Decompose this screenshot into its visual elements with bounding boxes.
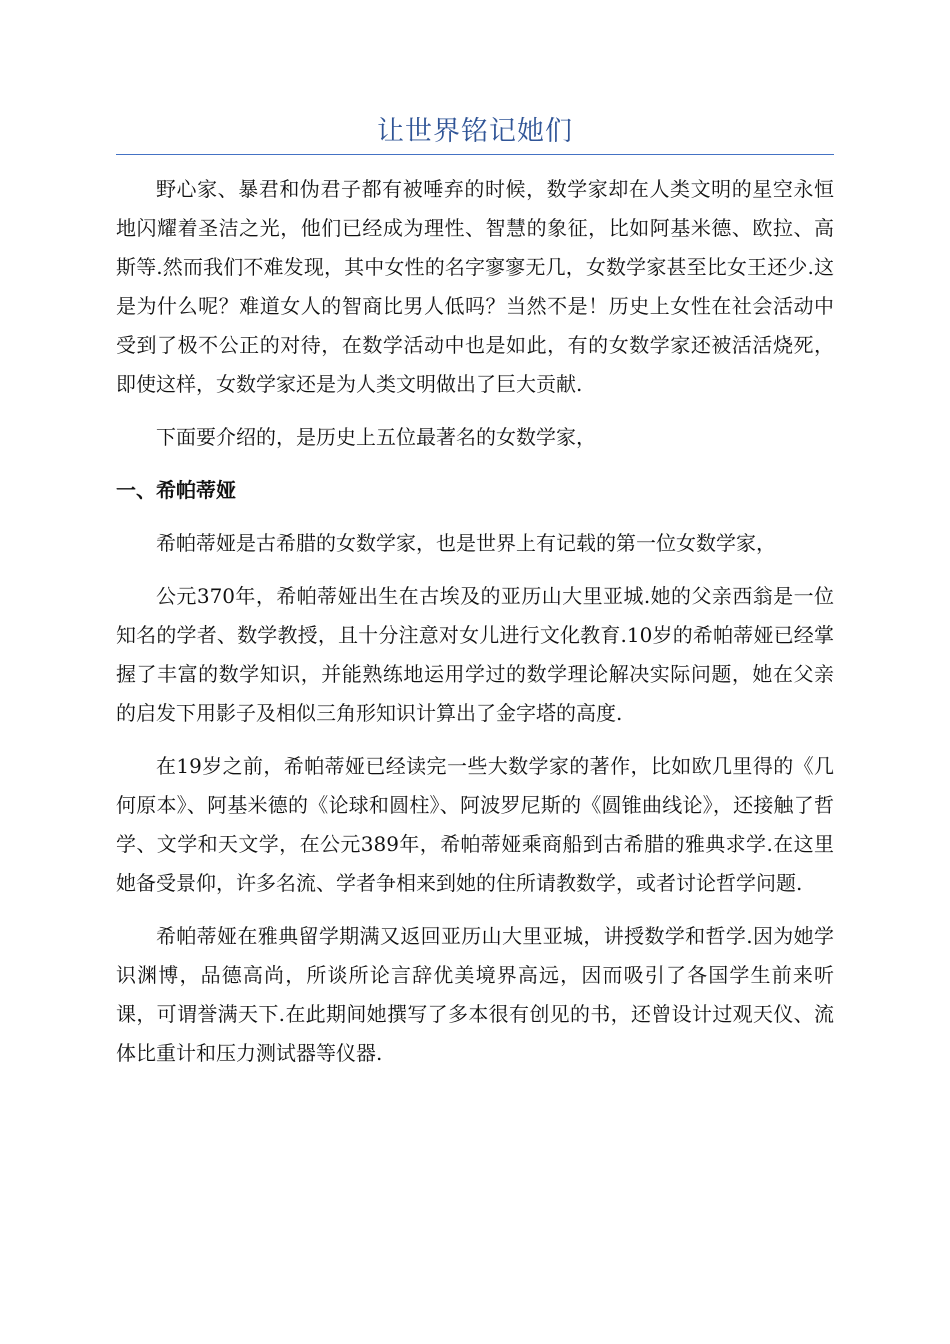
lead-paragraph: 下面要介绍的，是历史上五位最著名的女数学家， bbox=[156, 425, 596, 449]
document-body bbox=[116, 170, 834, 1087]
hypatia-paragraph-4: 希帕蒂娅在雅典留学期满又返回亚历山大里亚城，讲授数学和哲学.因为她学识渊博，品德高尚，所谈所论言辞优美境界高远，因而吸引了各国学生前来听课，可谓誉满天下.在此期间她撰写了多本很有创见的书，还曾设计过观天仪、流体比重计和压力测试器等仪器. bbox=[116, 924, 834, 1065]
section-heading-hypatia: 一、希帕蒂娅 bbox=[116, 478, 236, 502]
title-underline bbox=[116, 154, 834, 155]
hypatia-paragraph-3: 在19岁之前，希帕蒂娅已经读完一些大数学家的著作，比如欧几里得的《几何原本》、阿基米德的《论球和圆柱》、阿波罗尼斯的《圆锥曲线论》，还接触了哲学、文学和天文学，在公元389年，希帕蒂娅乘商船到古希腊的雅典求学.在这里她备受景仰，许多名流、学者争相来到她的住所请教数学，或者讨论哲学问题. bbox=[116, 754, 834, 895]
hypatia-paragraph-1: 希帕蒂娅是古希腊的女数学家，也是世界上有记载的第一位女数学家， bbox=[156, 531, 776, 555]
hypatia-paragraph-2: 公元370年，希帕蒂娅出生在古埃及的亚历山大里亚城.她的父亲西翁是一位知名的学者、数学教授，且十分注意对女儿进行文化教育.10岁的希帕蒂娅已经掌握了丰富的数学知识，并能熟练地运用学过的数学理论解决实际问题，她在父亲的启发下用影子及相似三角形知识计算出了金字塔的高度. bbox=[116, 584, 834, 725]
document-title: 让世界铭记她们 bbox=[377, 116, 573, 147]
intro-paragraph: 野心家、暴君和伪君子都有被唾弃的时候，数学家却在人类文明的星空永恒地闪耀着圣洁之光，他们已经成为理性、智慧的象征，比如阿基米德、欧拉、高斯等.然而我们不难发现，其中女性的名字寥寥无几，女数学家甚至比女王还少.这是为什么呢？难道女人的智商比男人低吗？当然不是！历史上女性在社会活动中受到了极不公正的对待，在数学活动中也是如此，有的女数学家还被活活烧死，即使这样，女数学家还是为人类文明做出了巨大贡献. bbox=[116, 177, 834, 396]
